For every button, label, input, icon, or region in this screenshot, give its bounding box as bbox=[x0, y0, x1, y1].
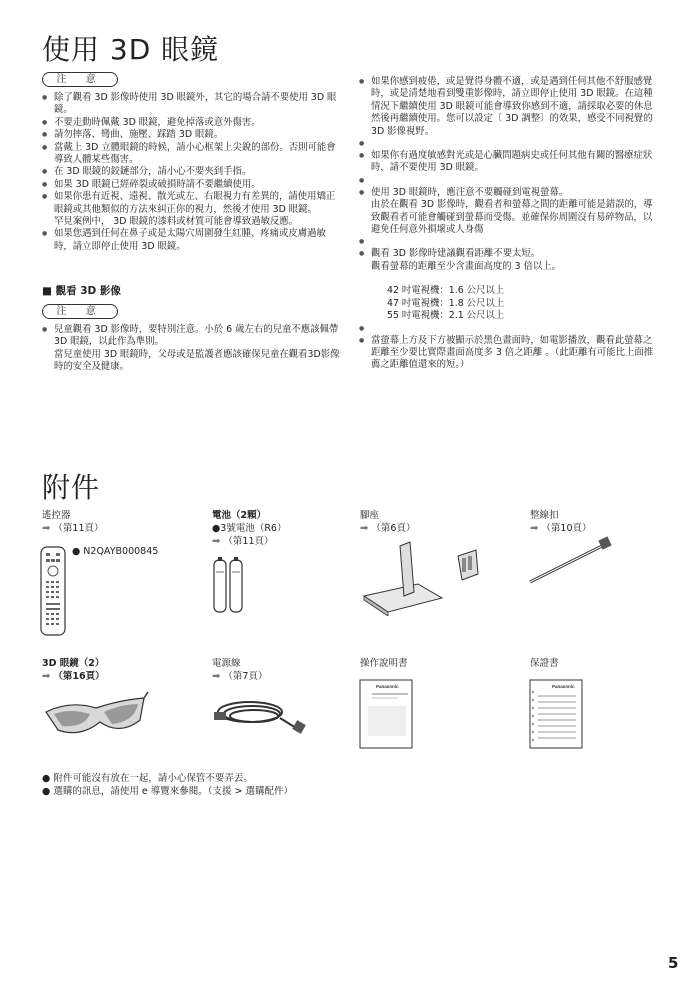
power-cord-icon bbox=[210, 690, 310, 738]
footer-note: ● 附件可能沒有放在一起，請小心保管不要弄丟。 bbox=[42, 773, 253, 784]
accessory-warranty bbox=[530, 657, 559, 670]
page-number: 5 bbox=[668, 954, 679, 972]
list-item: ● 如果你有過度敏感對光或是心臟問題病史或任何其他有關的醫療症狀時，請不要使用 3D 眼鏡。 bbox=[359, 150, 655, 175]
remote-model: ● N2QAYB000845 bbox=[72, 546, 159, 557]
list-item-text: 當兒童使用 3D 眼鏡時，父母或是監護者應該確保兒童在觀看3D影像時的安全及健康。 bbox=[54, 348, 340, 372]
list-item: ● 在 3D 眼鏡的鉸鏈部分，請小心不要夾到手指。 bbox=[42, 166, 340, 178]
cable-tie-icon bbox=[526, 536, 616, 586]
footer-note: ● 選購的訊息，請使用 e 導覽來參閱。（支援 > 選購配件） bbox=[42, 786, 293, 797]
accessory-stand bbox=[360, 509, 415, 535]
list-item-text: 使用 3D 眼鏡時，應注意不要觸碰到電視螢幕。 bbox=[371, 186, 569, 198]
note-label: 注 意 bbox=[42, 304, 118, 319]
page-title: 使用 3D 眼鏡 bbox=[42, 33, 220, 66]
accessory-manual bbox=[360, 657, 408, 670]
list-item bbox=[42, 324, 340, 374]
list-item-text: 觀看 3D 影像時建議觀看距離不要太短。 bbox=[371, 248, 541, 260]
list-item: ● 如果 3D 眼鏡已經碎裂或破損時請不要繼續使用。 bbox=[42, 179, 340, 191]
accessory-remote bbox=[42, 509, 104, 535]
accessory-sub: ●3號電池（R6） bbox=[212, 523, 287, 534]
arrow-icon: ➡ bbox=[212, 536, 221, 547]
distance-table bbox=[373, 285, 655, 322]
list-item: ● 除了觀看 3D 影像時使用 3D 眼鏡外，其它的場合請不要使用 3D 眼鏡。 bbox=[42, 92, 340, 117]
accessory-name: 遙控器 bbox=[42, 510, 71, 521]
right-column bbox=[359, 76, 655, 372]
footer-note-text: 選購的訊息，請使用 e 導覽來參閱。（支援 > 選購配件） bbox=[53, 786, 293, 797]
spacer bbox=[359, 138, 655, 150]
accessory-name: 3D 眼鏡（2） bbox=[42, 658, 105, 669]
distance-row: 42 吋電視機：1.6 公尺以上 bbox=[387, 285, 505, 297]
accessory-power-cord bbox=[212, 657, 267, 683]
list-item: ● 不要走動時佩戴 3D 眼鏡，避免掉落或意外傷害。 bbox=[42, 117, 340, 129]
manual-icon bbox=[358, 678, 414, 750]
section-heading-viewing: ■ 觀看 3D 影像 bbox=[42, 285, 340, 297]
arrow-icon: ➡ bbox=[42, 671, 51, 682]
viewing-notes-list bbox=[42, 324, 340, 374]
warranty-brand: Panasonic bbox=[552, 684, 575, 689]
right-notes-list bbox=[359, 76, 655, 372]
spacer bbox=[359, 323, 655, 335]
accessory-name: 整線扣 bbox=[530, 510, 559, 521]
accessory-cable-tie bbox=[530, 509, 592, 535]
accessory-name: 保證書 bbox=[530, 658, 559, 669]
remote-control-icon bbox=[38, 545, 68, 637]
list-item-text: 由於在觀看 3D 影像時，觀看者和螢幕之間的距離可能是錯誤的，導致觀看者可能會觸碰到螢幕而受傷。並確保你周圍沒有易碎物品，以避免任何意外損壞或人身傷 bbox=[371, 199, 653, 236]
accessory-battery bbox=[212, 509, 286, 548]
stand-icon bbox=[358, 536, 488, 616]
list-item bbox=[359, 248, 655, 322]
battery-icon bbox=[210, 556, 246, 614]
footer-notes bbox=[42, 772, 293, 798]
list-item: ● 如果您遇到任何在鼻子或是太陽穴周圍發生紅腫、疼痛或皮膚過敏時，請立即停止使用 3D 眼鏡。 bbox=[42, 228, 340, 253]
accessory-name: 操作說明書 bbox=[360, 658, 408, 669]
list-item: ● 當螢幕上方及下方被顯示於黑色畫面時，如電影播放，觀看此螢幕之距離至少要比實際畫面高度多 3 倍之距離 。（此距離有可能比上面推薦之距離值還來的短。） bbox=[359, 335, 655, 372]
accessory-3d-glasses bbox=[42, 657, 105, 683]
page-ref: （第11頁） bbox=[223, 536, 274, 547]
accessory-name: 電池（2顆） bbox=[212, 510, 267, 521]
page-ref: （第10頁） bbox=[541, 523, 592, 534]
list-item bbox=[359, 187, 655, 237]
arrow-icon: ➡ bbox=[212, 671, 221, 682]
list-item-text: 如果你患有近視、遠視、散光或左、右眼視力有差異的，請使用矯正眼鏡或其他類似的方法來糾正你的視力，然後才使用 3D 眼鏡。 bbox=[54, 191, 336, 215]
left-column bbox=[42, 72, 340, 373]
spacer bbox=[359, 236, 655, 248]
list-item bbox=[42, 191, 340, 228]
arrow-icon: ➡ bbox=[360, 523, 369, 534]
accessories-title: 附件 bbox=[42, 471, 101, 504]
spacer bbox=[359, 175, 655, 187]
page-ref: （第16頁） bbox=[53, 671, 105, 682]
page-ref: （第6頁） bbox=[371, 523, 416, 534]
list-item: ● 如果你感到疲倦，或是覺得身體不適，或是遇到任何其他不舒服感覺時，或是清楚地看到雙重影像時，請立即停止使用 3D 眼鏡。在這種情況下繼續使用 3D 眼鏡可能會導致你感到不適，請採取必要的休息然後再繼續使用。您可以設定〔 3D 調整〕的效果，感受不同視覺的 3D 影像視野。 bbox=[359, 76, 655, 138]
list-item: ● 請勿摔落、彎曲、施壓、踩踏 3D 眼鏡。 bbox=[42, 129, 340, 141]
list-item: ● 當戴上 3D 立體眼鏡的時候，請小心框架上尖銳的部份。否則可能會導致人體某些傷害。 bbox=[42, 142, 340, 167]
list-item-text: 罕見案例中， 3D 眼鏡的漆料或材質可能會導致過敏反應。 bbox=[54, 216, 299, 228]
glasses-icon bbox=[40, 690, 150, 742]
page-ref: （第11頁） bbox=[53, 523, 104, 534]
list-item-text: 兒童觀看 3D 影像時，要特別注意。小於 6 歲左右的兒童不應該佩帶 3D 眼鏡，以此作為準則。 bbox=[54, 323, 339, 348]
accessory-name: 腳座 bbox=[360, 510, 380, 521]
note-label: 注 意 bbox=[42, 72, 118, 87]
distance-row: 55 吋電視機：2.1 公尺以上 bbox=[387, 310, 505, 322]
page-ref: （第7頁） bbox=[223, 671, 268, 682]
manual-brand: Panasonic bbox=[376, 684, 399, 689]
distance-row: 47 吋電視機：1.8 公尺以上 bbox=[387, 297, 505, 309]
arrow-icon: ➡ bbox=[530, 523, 539, 534]
warranty-card-icon bbox=[528, 678, 584, 750]
glasses-notes-list bbox=[42, 92, 340, 253]
footer-note-text: 附件可能沒有放在一起，請小心保管不要弄丟。 bbox=[53, 773, 253, 784]
list-item-text: 觀看螢幕的距離至少含畫面高度的 3 倍以上。 bbox=[371, 260, 562, 272]
accessory-name: 電源線 bbox=[212, 658, 241, 669]
arrow-icon: ➡ bbox=[42, 523, 51, 534]
